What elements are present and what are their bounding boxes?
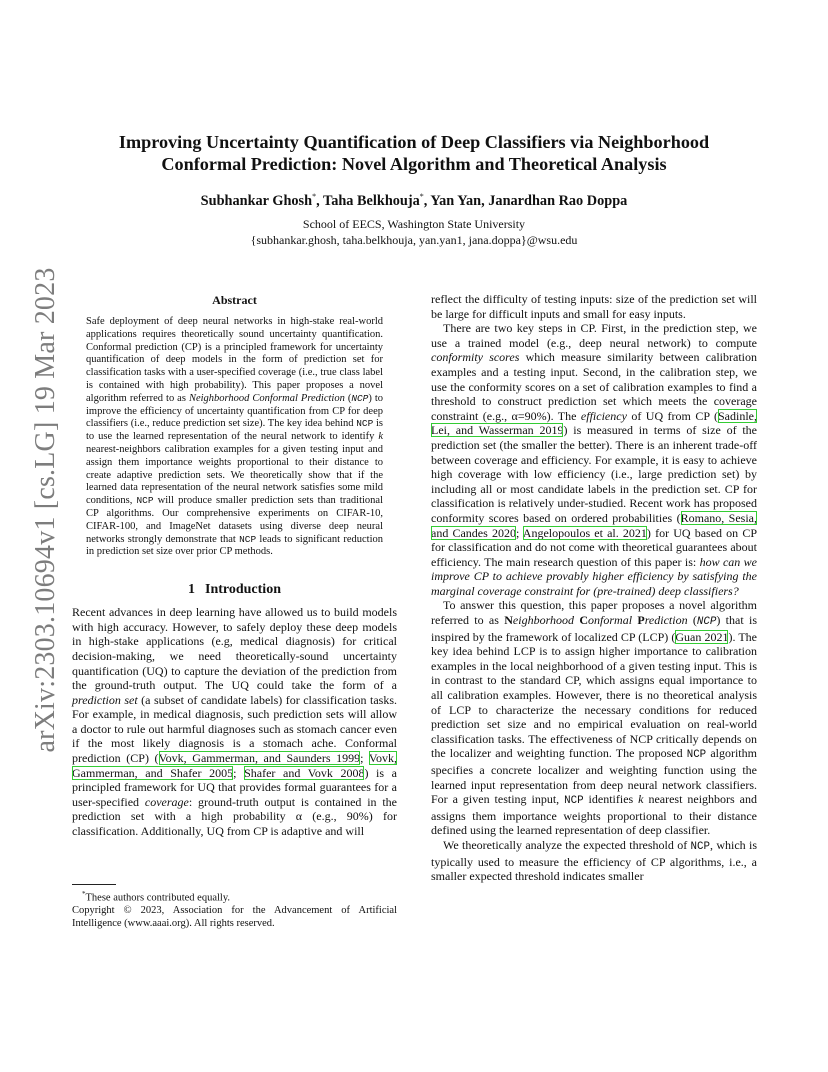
right-paragraph-1: reflect the difficulty of testing inputs: size of the prediction set will be large for difficult inputs and small for easy inputs. xyxy=(431,292,757,321)
citation-link[interactable]: Sadinle, Lei, and Wasserman 2019 xyxy=(431,408,757,438)
citation-link[interactable]: Shafer and Vovk 2008 xyxy=(244,765,365,780)
left-column xyxy=(72,292,397,839)
abstract-heading: Abstract xyxy=(212,293,257,307)
copyright-notice: Copyright © 2023, Association for the Advancement of Artificial Intelligence (www.aaai.org). All rights reserved. xyxy=(72,905,397,929)
footnote-rule xyxy=(72,884,116,885)
author-1: Subhankar Ghosh xyxy=(200,192,313,209)
footnote-block xyxy=(72,884,397,930)
equal-contrib-mark-2: * xyxy=(419,192,424,201)
abstract-text: Safe deployment of deep neural networks in high-stake real-world applications requires theoretically sound uncertainty quantification. Conformal prediction (CP) is a principled framework for uncertainty quantification of deep models in the form of prediction set for classification tasks with a user-specified coverage (i.e., true class label is contained with high probability). This paper proposes a novel algorithm referred to as Neighborhood Conformal Prediction (NCP) to improve the efficiency of uncertainty quantification from CP for deep classifiers (i.e., reduce prediction set size). The key idea behind NCP is to use the learned representation of the neural network to identify k nearest-neighbors calibration examples for a given testing input and assign them importance weights proportional to their distance to create adaptive prediction sets. We theoretically show that if the learned data representation of the neural network satisfies some mild conditions, NCP will produce smaller prediction sets than traditional CP algorithms. Our comprehensive experiments on CIFAR-10, CIFAR-100, and ImageNet datasets using diverse deep neural networks strongly demonstrate that NCP leads to significant reduction in prediction set size over prior CP methods. xyxy=(86,316,384,558)
right-paragraph-3: To answer this question, this paper proposes a novel algorithm referred to as Neighborhood Conformal Prediction (NCP) that is inspired by the framework of localized CP (LCP) (Guan 2021). The key idea behind LCP is to assign higher importance to calibration examples in the local neighborhood of a given testing input. This is in contrast to the standard CP, which assigns equal importance to all calibration examples. However, there is no theoretical analysis of LCP to characterize the necessary conditions for reduced prediction set size and no empirical evaluation on real-world classification tasks. The effectiveness of NCP critically depends on the localizer and weighting function. The proposed NCP algorithm specifies a concrete localizer and weighting function using the learned input representation from deep neural network classifiers. For a given testing input, NCP identifies k nearest neighbors and assigns them importance weights proportional to their distance defined using the learned representation of deep classifier. xyxy=(431,598,757,838)
arxiv-stamp-text: arXiv:2303.10694v1 [cs.LG] 19 Mar 2023 xyxy=(30,267,61,753)
affiliation-block xyxy=(80,216,748,248)
paper-title xyxy=(80,131,748,175)
citation-link[interactable]: Angelopoulos et al. 2021 xyxy=(522,525,647,540)
intro-paragraph-1: Recent advances in deep learning have allowed us to build models with high accuracy. However, to safely deploy these deep models in high-stake applications (e.g, medical diagnosis) for critical decision-making, we need theoretically-sound uncertainty quantification (UQ) to capture the deviation of the prediction from the ground-truth output. The UQ could take the form of a prediction set (a subset of candidate labels) for classification tasks. For example, in medical diagnosis, such prediction sets will allow a doctor to rule out harmful diagnoses such as stomach cancer even if the most likely diagnosis is a stomach ache. Conformal prediction (CP) (Vovk, Gammerman, and Saunders 1999; Vovk, Gammerman, and Shafer 2005; Shafer and Vovk 2008) is a principled framework for UQ that provides formal guarantees for a user-specified coverage: ground-truth output is contained in the prediction set with a high probability α (e.g., 90%) for classification. Additionally, UQ from CP is adaptive and will xyxy=(72,605,397,839)
author-2: Taha Belkhouja xyxy=(322,192,420,209)
title-line-2: Conformal Prediction: Novel Algorithm and Theoretical Analysis xyxy=(161,154,667,174)
section-heading-introduction: 1 Introduction xyxy=(188,582,281,598)
footnote-equal-contribution: *These authors contributed equally. xyxy=(82,890,231,904)
right-paragraph-4: We theoretically analyze the expected threshold of NCP, which is typically used to measure the efficiency of CP algorithms, i.e., a smaller expected threshold indicates smaller xyxy=(431,837,757,884)
arxiv-stamp xyxy=(22,267,70,753)
equal-contrib-mark-1: * xyxy=(312,192,317,201)
citation-link[interactable]: Romano, Sesia, and Candes 2020 xyxy=(431,510,757,540)
citation-link[interactable]: Vovk, Gammerman, and Saunders 1999 xyxy=(158,751,361,766)
author-emails: {subhankar.ghosh, taha.belkhouja, yan.yan1, jana.doppa}@wsu.edu xyxy=(250,233,578,247)
citation-link[interactable]: Vovk, Gammerman, and Shafer 2005 xyxy=(72,751,397,780)
right-paragraph-2: There are two key steps in CP. First, in the prediction step, we use a trained model (e.g., deep neural network) to compute conformity scores which measure similarity between calibration examples and a testing input. Second, in the calibration step, we use the conformity scores on a set of calibration examples to find a threshold to construct prediction set which meets the coverage constraint (e.g., α=90%). The efficiency of UQ from CP (Sadinle, Lei, and Wasserman 2019) is measured in terms of size of the prediction set (the smaller the better). There is an inherent trade-off between coverage and efficiency. For example, it is easy to achieve high coverage with low efficiency (i.e., large prediction set) by including all or most candidate labels in the prediction set. CP for classification is relatively under-studied. Recent work has proposed conformity scores based on ordered probabilities (Romano, Sesia, and Candes 2020; Angelopoulos et al. 2021) for UQ based on CP for classification and do not come with theoretical guarantees about efficiency. The main research question of this paper is: how can we improve CP to achieve provably higher efficiency by satisfying the marginal coverage constraint for (pre-trained) deep classifiers? xyxy=(431,321,758,598)
right-column xyxy=(431,292,757,884)
other-authors: , Yan Yan, Janardhan Rao Doppa xyxy=(423,192,628,209)
title-line-1: Improving Uncertainty Quantification of Deep Classifiers via Neighborhood xyxy=(118,132,710,152)
affiliation: School of EECS, Washington State University xyxy=(302,217,526,231)
author-list: Subhankar Ghosh*, Taha Belkhouja*, Yan Yan, Janardhan Rao Doppa xyxy=(200,192,628,209)
citation-link[interactable]: Guan 2021 xyxy=(675,629,729,644)
